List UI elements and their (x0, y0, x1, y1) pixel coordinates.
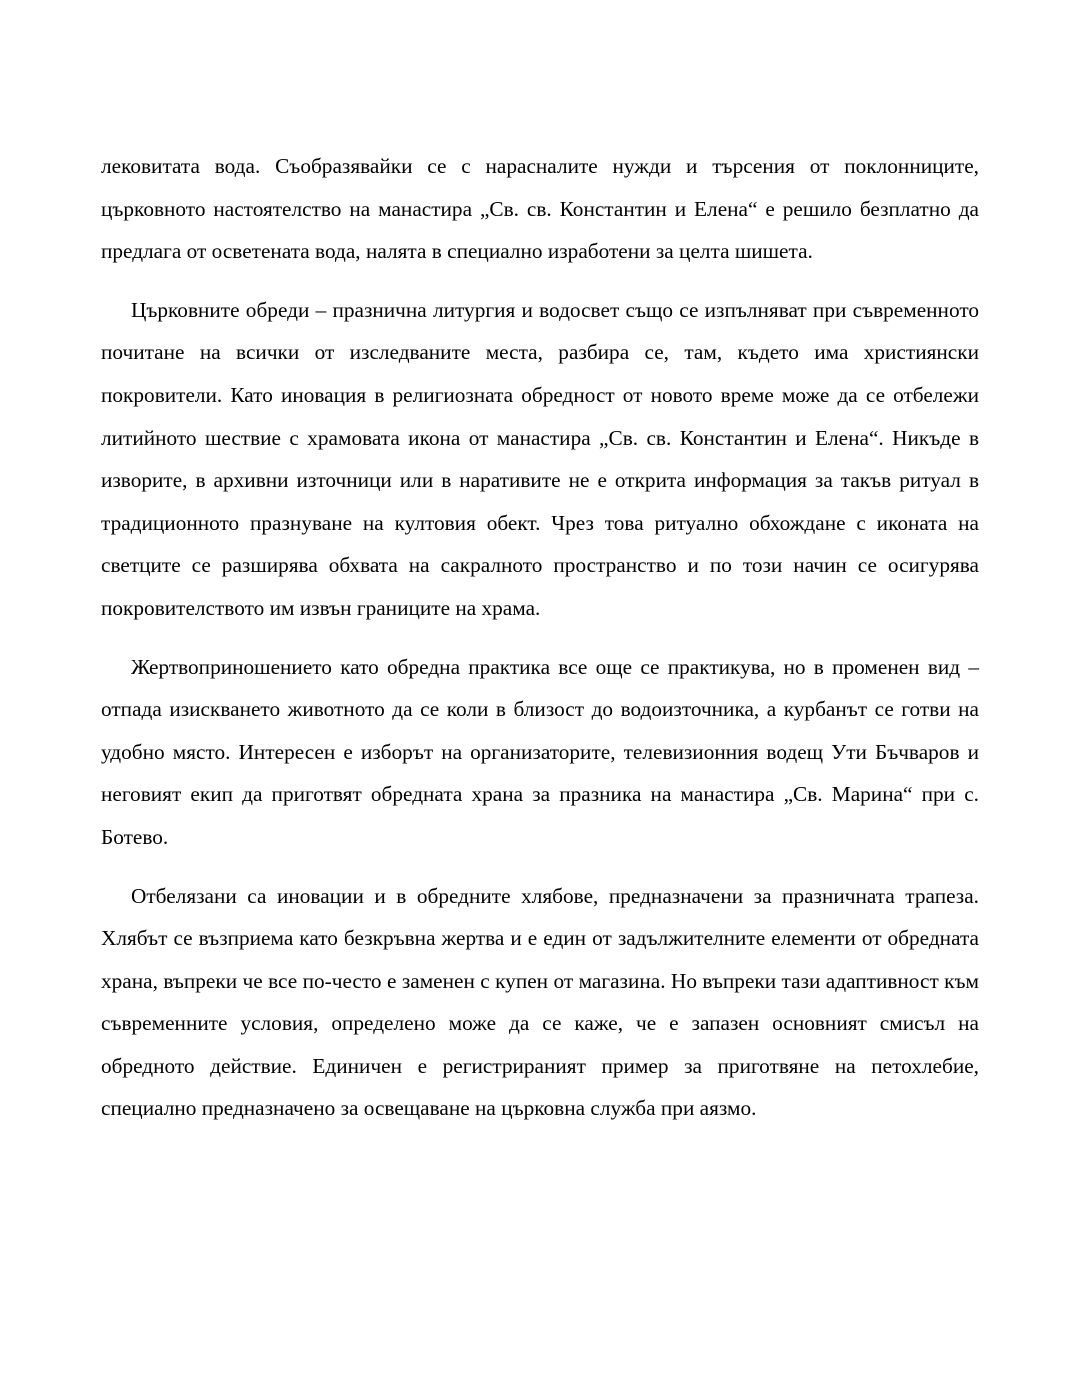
paragraph-3: Жертвоприношението като обредна практика все още се практикува, но в променен вид – отпада изискването животното да се коли в близост до водоизточника, а курбанът се готви на удобно място. Интересен е изборът на организаторите, телевизионния водещ Ути Бъчваров и неговият екип да приготвят обредната храна за празника на манастира „Св. Марина“ при с. Ботево. (101, 654, 979, 849)
paragraph-1: лековитата вода. Съобразявайки се с нарасналите нужди и търсения от поклонниците, църковното настоятелство на манастира „Св. св. Константин и Елена“ е решило безплатно да предлага от осветената вода, налята в специално изработени за целта шишета. (101, 154, 979, 264)
paragraph-2: Църковните обреди – празнична литургия и водосвет също се изпълняват при съвременното почитане на всички от изследваните места, разбира се, там, където има християнски покровители. Като иновация в религиозната обредност от новото време може да се отбележи литийното шествие с храмовата икона от манастира „Св. св. Константин и Елена“. Никъде в изворите, в архивни източници или в наративите не е открита информация за такъв ритуал в традиционното празнуване на култовия обект. Чрез това ритуално обхождане с иконата на светците се разширява обхвата на сакралното пространство и по този начин се осигурява покровителството им извън границите на храма. (101, 297, 979, 620)
body-text (101, 145, 979, 1130)
paragraph-4: Отбелязани са иновации и в обредните хлябове, предназначени за празничната трапеза. Хлябът се възприема като безкръвна жертва и е един от задължителните елементи от обредната храна, въпреки че все по-често е заменен с купен от магазина. Но въпреки тази адаптивност към съвременните условия, определено може да се каже, че е запазен основният смисъл на обредното действие. Единичен е регистрираният пример за приготвяне на петохлебие, специално предназначено за освещаване на църковна служба при аязмо. (101, 883, 979, 1121)
